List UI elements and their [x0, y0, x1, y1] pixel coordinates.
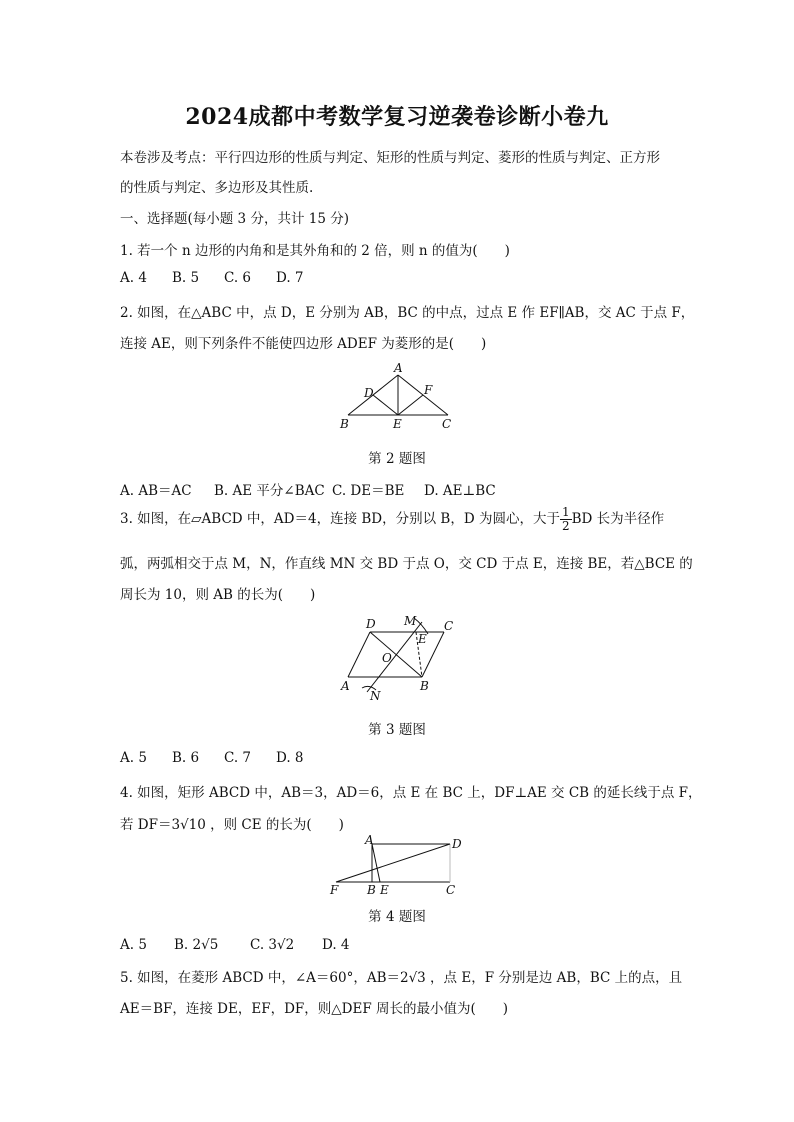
q3-fraction-denominator: 2	[561, 519, 570, 533]
q3-stem-part-1: 3. 如图，在▱ABCD 中，AD＝4，连接 BD，分别以 B，D 为圆心，大于	[120, 511, 560, 527]
q4-label-c: C	[446, 883, 456, 897]
q4-label-f: F	[330, 883, 339, 897]
q3-label-m: M	[404, 614, 417, 628]
q3-option-a: A. 5	[120, 750, 147, 766]
q3-figure	[334, 610, 464, 710]
q3-segment-ad	[348, 632, 370, 677]
q4-option-b: B. 2√5	[174, 937, 219, 953]
q2-label-c: C	[442, 417, 452, 431]
q1-option-a: A. 4	[120, 270, 147, 286]
section-heading: 一、选择题(每小题 3 分，共计 15 分)	[120, 211, 349, 227]
q2-figure	[336, 360, 460, 434]
q1-option-c: C. 6	[224, 270, 252, 286]
q3-fraction-numerator: 1	[561, 505, 570, 519]
q2-option-c: C. DE＝BE	[332, 483, 405, 499]
q3-stem-line-3: 周长为 10，则 AB 的长为( )	[120, 587, 316, 603]
q4-option-c: C. 3√2	[250, 937, 295, 953]
q3-label-b: B	[420, 679, 429, 693]
intro-line-1: 本卷涉及考点：平行四边形的性质与判定、矩形的性质与判定、菱形的性质与判定、正方形	[120, 150, 660, 166]
q4-label-b: B	[367, 883, 376, 897]
q4-label-a: A	[365, 833, 374, 847]
q3-label-d: D	[366, 617, 376, 631]
q2-label-e: E	[393, 417, 402, 431]
q4-figure	[322, 832, 472, 902]
q3-option-d: D. 8	[276, 750, 304, 766]
q2-segment-ef	[398, 395, 423, 415]
q5-stem-line-2: AE＝BF，连接 DE，EF，DF，则△DEF 周长的最小值为( )	[120, 1001, 509, 1017]
q2-label-b: B	[340, 417, 349, 431]
q2-options	[120, 479, 496, 499]
q2-segment-de	[373, 395, 398, 415]
q4-segment-fd	[336, 844, 450, 882]
q4-option-d: D. 4	[322, 937, 350, 953]
q5-stem-line-1: 5. 如图，在菱形 ABCD 中，∠A＝60°，AB＝2√3 ，点 E，F 分别是边 AB，BC 上的点，且	[120, 970, 683, 986]
q4-label-e: E	[380, 883, 389, 897]
q4-label-d: D	[452, 837, 462, 851]
q2-stem-line-1: 2. 如图，在△ABC 中，点 D，E 分别为 AB，BC 的中点，过点 E 作 EF∥AB，交 AC 于点 F，	[120, 305, 695, 321]
q2-label-f: F	[424, 383, 433, 397]
q2-caption: 第 2 题图	[368, 451, 426, 467]
q3-label-a: A	[341, 679, 350, 693]
q4-options	[120, 937, 350, 953]
page-title: 2024成都中考数学复习逆袭卷诊断小卷九	[185, 104, 609, 130]
q2-option-a: A. AB＝AC	[120, 483, 192, 499]
q3-label-c: C	[444, 619, 454, 633]
q1-options	[120, 270, 304, 286]
q2-option-d: D. AE⊥BC	[424, 483, 496, 499]
q3-option-c: C. 7	[224, 750, 252, 766]
q1-stem: 1. 若一个 n 边形的内角和是其外角和的 2 倍，则 n 的值为( )	[120, 243, 510, 259]
q2-label-a: A	[394, 361, 403, 375]
q3-stem-line-2: 弧，两弧相交于点 M，N，作直线 MN 交 BD 于点 O，交 CD 于点 E，连接 BE，若△BCE 的	[120, 556, 693, 572]
q4-stem-line-1: 4. 如图，矩形 ABCD 中，AB＝3，AD＝6，点 E 在 BC 上，DF⊥AE 交 CB 的延长线于点 F，	[120, 785, 702, 801]
q3-stem-part-2: BD 长为半径作	[571, 511, 665, 527]
q3-label-n: N	[370, 689, 381, 703]
q4-caption: 第 4 题图	[368, 909, 426, 925]
intro-line-2: 的性质与判定、多边形及其性质.	[120, 180, 314, 196]
q3-label-e: E	[418, 632, 427, 646]
q4-segment-ae	[372, 844, 380, 882]
q3-fraction	[560, 506, 572, 533]
q4-stem-line-2: 若 DF＝3√10 ，则 CE 的长为( )	[120, 817, 344, 833]
q3-options	[120, 750, 304, 766]
q3-option-b: B. 6	[172, 750, 200, 766]
q2-stem-line-2: 连接 AE，则下列条件不能使四边形 ADEF 为菱形的是( )	[120, 336, 487, 352]
q3-caption: 第 3 题图	[368, 722, 426, 738]
q2-option-b: B. AE 平分∠BAC	[214, 483, 325, 499]
q1-option-b: B. 5	[172, 270, 200, 286]
q3-label-o: O	[382, 651, 392, 665]
q2-label-d: D	[364, 386, 374, 400]
q1-option-d: D. 7	[276, 270, 304, 286]
q4-option-a: A. 5	[120, 937, 147, 953]
q3-stem-line-1	[120, 506, 664, 533]
